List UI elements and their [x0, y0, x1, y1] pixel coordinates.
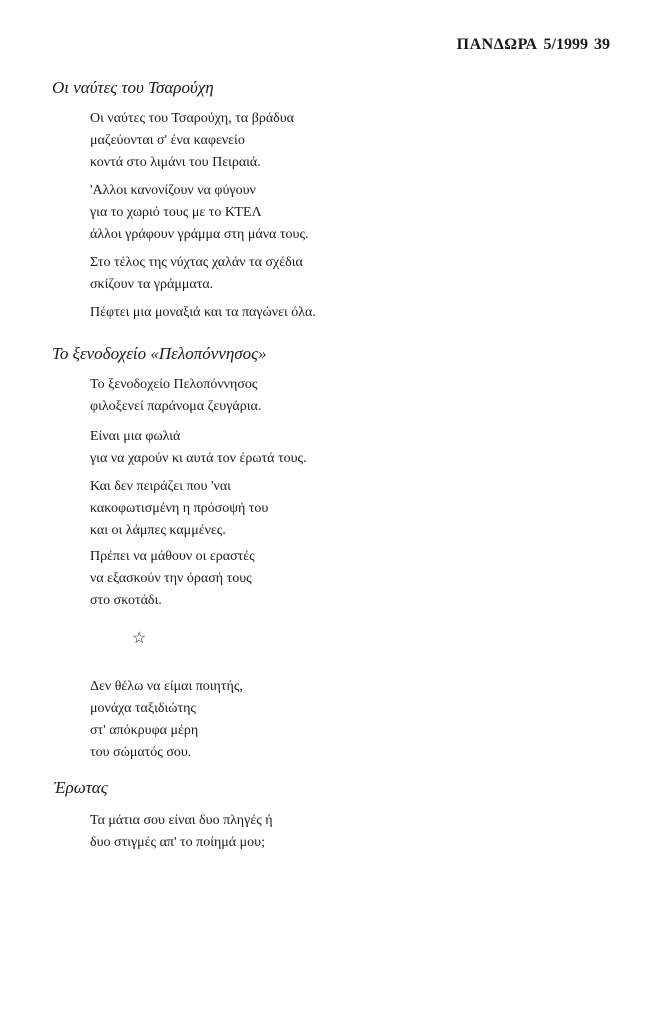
poem-line: Το ξενοδοχείο Πελοπόννησος [90, 377, 258, 392]
poem-line: και οι λάμπες καμμένες. [90, 523, 226, 538]
poem-line: για το χωριό τους με το ΚΤΕΛ [90, 205, 262, 220]
poem-line: Και δεν πειράζει που 'ναι [90, 479, 231, 494]
poem-line: σκίζουν τα γράμματα. [90, 277, 214, 292]
stanza [90, 476, 268, 542]
poem-line: για να χαρούν κι αυτά τον έρωτά τους. [90, 451, 307, 466]
poem-line: Πρέπει να μάθουν οι εραστές [90, 549, 255, 564]
star-separator-icon: ☆ [132, 628, 147, 647]
poem-line: Είναι μια φωλιά [90, 429, 181, 444]
stanza [90, 252, 303, 296]
poem-line: κακοφωτισμένη η πρόσοψή του [90, 501, 269, 516]
stanza [90, 546, 255, 612]
poem-line: στο σκοτάδι. [90, 593, 162, 608]
poem-line: Πέφτει μια μοναξιά και τα παγώνει όλα. [90, 305, 316, 320]
page-header [457, 36, 610, 54]
page-number: 39 [594, 36, 610, 53]
stanza [90, 108, 294, 174]
poem-line: κοντά στο λιμάνι του Πειραιά. [90, 155, 261, 170]
poem-line: του σώματός σου. [90, 745, 192, 760]
poem-line: στ' απόκρυφα μέρη [90, 723, 199, 738]
poem-line: να εξασκούν την όρασή τους [90, 571, 252, 586]
poem-line: μονάχα ταξιδιώτης [90, 701, 196, 716]
poem-line: Στο τέλος της νύχτας χαλάν τα σχέδια [90, 255, 303, 270]
poem-line: 'Αλλοι κανονίζουν να φύγουν [90, 183, 256, 198]
poem-line: μαζεύονται σ' ένα καφενείο [90, 133, 245, 148]
stanza [90, 180, 308, 246]
poem-line: δυο στιγμές απ' το ποίημά μου; [90, 835, 265, 850]
poem-line: άλλοι γράφουν γράμμα στη μάνα τους. [90, 227, 309, 242]
stanza [90, 302, 316, 324]
issue-number: 5/1999 [543, 36, 588, 53]
stanza [90, 426, 307, 470]
magazine-name: ΠΑΝΔΩΡΑ [456, 36, 538, 53]
stanza [90, 810, 273, 854]
stanza [90, 676, 243, 764]
poem-title: Οι ναύτες του Τσαρούχη [52, 78, 214, 97]
stanza [90, 374, 261, 418]
poem-line: Δεν θέλω να είμαι ποιητής, [90, 679, 243, 694]
poem-line: Οι ναύτες του Τσαρούχη, τα βράδυα [90, 111, 295, 126]
poem-title: Έρωτας [54, 778, 108, 797]
poem-line: Τα μάτια σου είναι δυο πληγές ή [90, 813, 273, 828]
poem-line: φιλοξενεί παράνομα ζευγάρια. [90, 399, 262, 414]
poem-title: Το ξενοδοχείο «Πελοπόννησος» [52, 344, 267, 363]
